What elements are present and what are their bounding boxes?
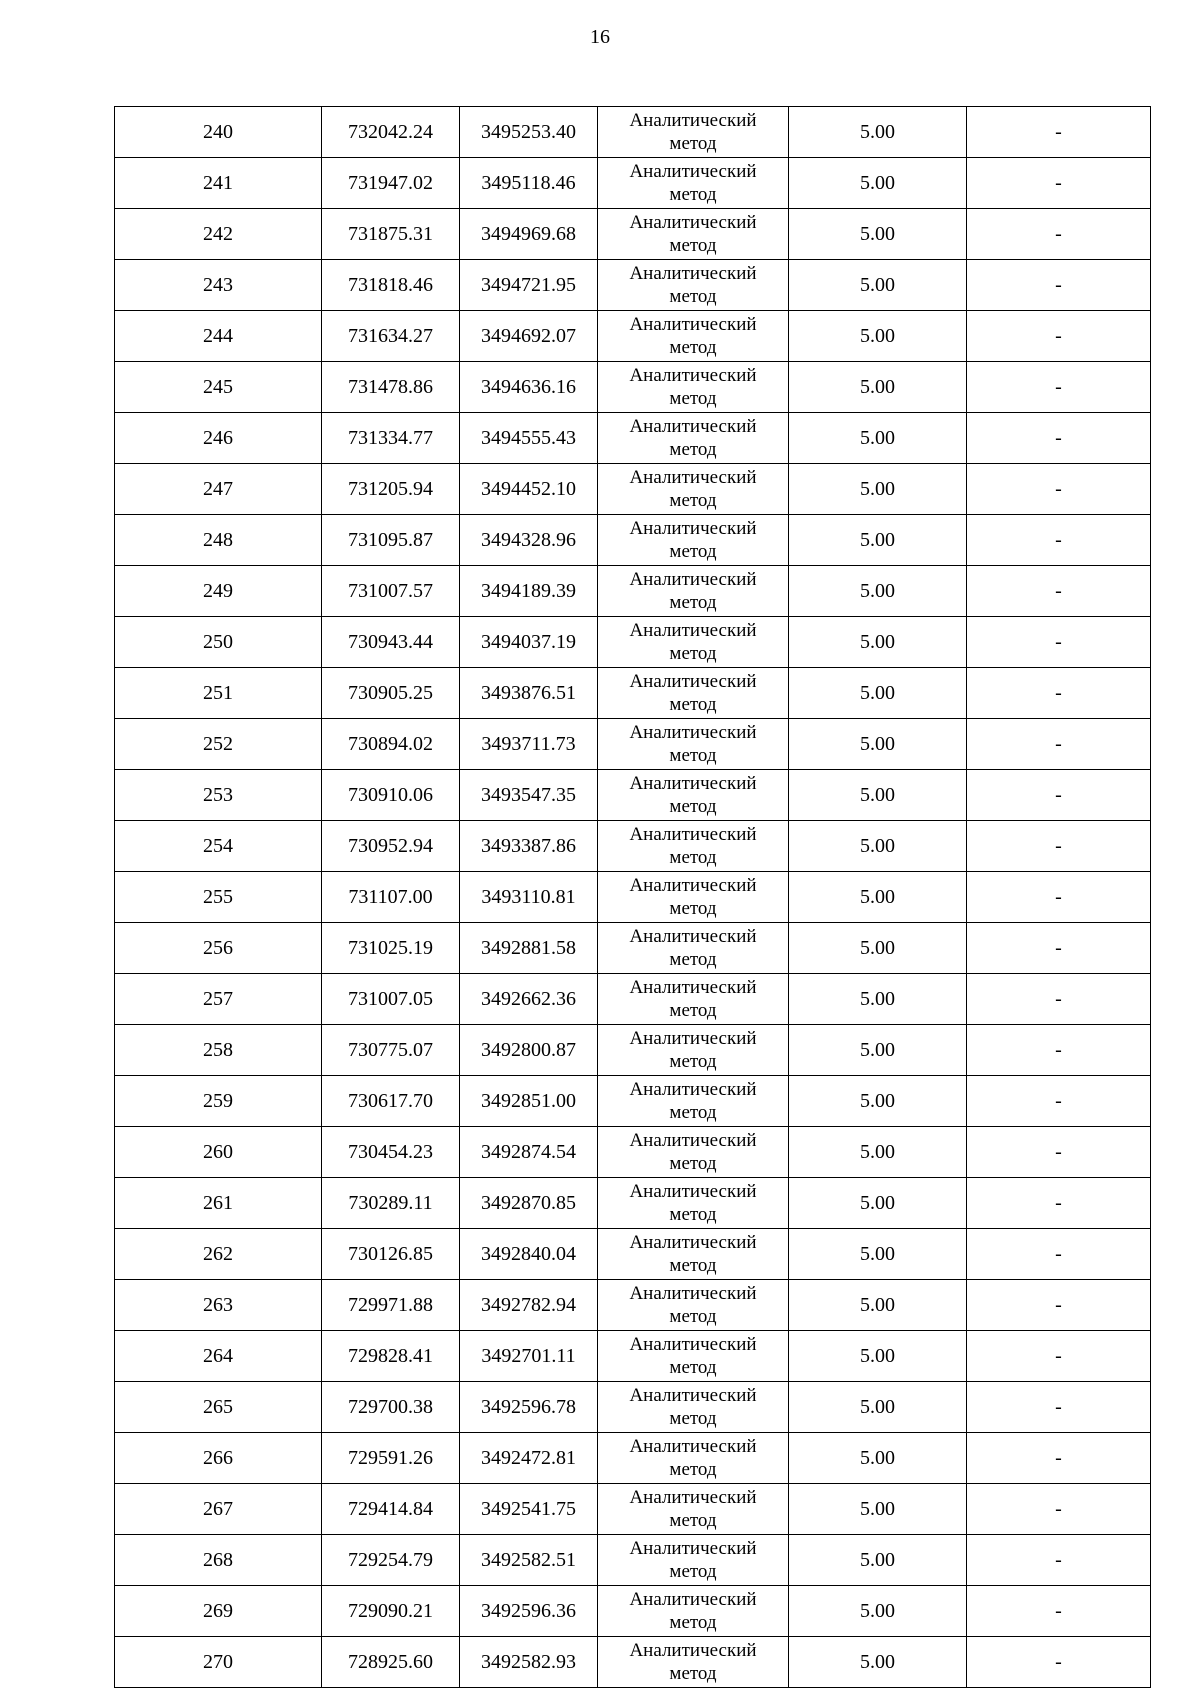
- method-line-2: метод: [669, 847, 717, 868]
- accuracy-cell: 5.00: [789, 413, 967, 464]
- table-row: [115, 974, 1151, 1025]
- x-coordinate-cell: 730617.70: [322, 1076, 460, 1127]
- accuracy-cell: 5.00: [789, 107, 967, 158]
- note-cell: -: [967, 107, 1151, 158]
- x-coordinate-cell: 731007.05: [322, 974, 460, 1025]
- y-coordinate-cell: 3495253.40: [460, 107, 598, 158]
- y-coordinate-cell: 3494452.10: [460, 464, 598, 515]
- note-cell: -: [967, 1637, 1151, 1688]
- method-cell: [598, 464, 789, 515]
- point-number-cell: 241: [115, 158, 322, 209]
- x-coordinate-cell: 730943.44: [322, 617, 460, 668]
- x-coordinate-cell: 730952.94: [322, 821, 460, 872]
- method-line-2: метод: [669, 388, 717, 409]
- method-line-2: метод: [669, 1102, 717, 1123]
- note-cell: -: [967, 1076, 1151, 1127]
- point-number-cell: 260: [115, 1127, 322, 1178]
- accuracy-cell: 5.00: [789, 158, 967, 209]
- method-cell: [598, 413, 789, 464]
- method-line-2: метод: [669, 133, 717, 154]
- y-coordinate-cell: 3492782.94: [460, 1280, 598, 1331]
- accuracy-cell: 5.00: [789, 311, 967, 362]
- method-cell: [598, 311, 789, 362]
- method-cell: [598, 209, 789, 260]
- method-cell: [598, 515, 789, 566]
- method-cell: [598, 1127, 789, 1178]
- note-cell: -: [967, 566, 1151, 617]
- method-line-1: Аналитический: [629, 263, 757, 284]
- accuracy-cell: 5.00: [789, 617, 967, 668]
- accuracy-cell: 5.00: [789, 1229, 967, 1280]
- note-cell: -: [967, 362, 1151, 413]
- table-row: [115, 311, 1151, 362]
- method-cell: [598, 1484, 789, 1535]
- method-line-2: метод: [669, 1408, 717, 1429]
- table-row: [115, 1280, 1151, 1331]
- note-cell: -: [967, 974, 1151, 1025]
- table-row: [115, 515, 1151, 566]
- method-line-2: метод: [669, 1204, 717, 1225]
- method-line-1: Аналитический: [629, 569, 757, 590]
- method-cell: [598, 1586, 789, 1637]
- table-row: [115, 413, 1151, 464]
- method-line-1: Аналитический: [629, 1232, 757, 1253]
- note-cell: -: [967, 1484, 1151, 1535]
- accuracy-cell: 5.00: [789, 872, 967, 923]
- method-line-1: Аналитический: [629, 1640, 757, 1661]
- y-coordinate-cell: 3492881.58: [460, 923, 598, 974]
- method-line-2: метод: [669, 796, 717, 817]
- method-line-2: метод: [669, 1663, 717, 1684]
- note-cell: -: [967, 719, 1151, 770]
- accuracy-cell: 5.00: [789, 770, 967, 821]
- accuracy-cell: 5.00: [789, 1382, 967, 1433]
- accuracy-cell: 5.00: [789, 719, 967, 770]
- y-coordinate-cell: 3492701.11: [460, 1331, 598, 1382]
- method-line-2: метод: [669, 1051, 717, 1072]
- note-cell: -: [967, 413, 1151, 464]
- y-coordinate-cell: 3494692.07: [460, 311, 598, 362]
- point-number-cell: 257: [115, 974, 322, 1025]
- point-number-cell: 262: [115, 1229, 322, 1280]
- method-line-1: Аналитический: [629, 1130, 757, 1151]
- accuracy-cell: 5.00: [789, 260, 967, 311]
- point-number-cell: 247: [115, 464, 322, 515]
- y-coordinate-cell: 3492662.36: [460, 974, 598, 1025]
- y-coordinate-cell: 3494037.19: [460, 617, 598, 668]
- method-line-1: Аналитический: [629, 1385, 757, 1406]
- method-cell: [598, 260, 789, 311]
- point-number-cell: 243: [115, 260, 322, 311]
- method-line-2: метод: [669, 643, 717, 664]
- y-coordinate-cell: 3493387.86: [460, 821, 598, 872]
- method-cell: [598, 1229, 789, 1280]
- x-coordinate-cell: 730905.25: [322, 668, 460, 719]
- accuracy-cell: 5.00: [789, 1331, 967, 1382]
- y-coordinate-cell: 3492800.87: [460, 1025, 598, 1076]
- y-coordinate-cell: 3492582.51: [460, 1535, 598, 1586]
- table-row: [115, 1535, 1151, 1586]
- page-number: 16: [590, 26, 610, 48]
- table-row: [115, 158, 1151, 209]
- method-line-1: Аналитический: [629, 1589, 757, 1610]
- x-coordinate-cell: 730454.23: [322, 1127, 460, 1178]
- method-line-1: Аналитический: [629, 314, 757, 335]
- point-number-cell: 249: [115, 566, 322, 617]
- table-row: [115, 923, 1151, 974]
- x-coordinate-cell: 730126.85: [322, 1229, 460, 1280]
- method-line-2: метод: [669, 694, 717, 715]
- point-number-cell: 254: [115, 821, 322, 872]
- x-coordinate-cell: 731107.00: [322, 872, 460, 923]
- method-line-2: метод: [669, 898, 717, 919]
- point-number-cell: 264: [115, 1331, 322, 1382]
- y-coordinate-cell: 3495118.46: [460, 158, 598, 209]
- method-line-2: метод: [669, 1255, 717, 1276]
- method-cell: [598, 668, 789, 719]
- accuracy-cell: 5.00: [789, 923, 967, 974]
- method-cell: [598, 821, 789, 872]
- accuracy-cell: 5.00: [789, 1433, 967, 1484]
- x-coordinate-cell: 729700.38: [322, 1382, 460, 1433]
- y-coordinate-cell: 3494636.16: [460, 362, 598, 413]
- x-coordinate-cell: 731818.46: [322, 260, 460, 311]
- note-cell: -: [967, 158, 1151, 209]
- y-coordinate-cell: 3492472.81: [460, 1433, 598, 1484]
- accuracy-cell: 5.00: [789, 1280, 967, 1331]
- method-line-2: метод: [669, 1000, 717, 1021]
- method-line-2: метод: [669, 1612, 717, 1633]
- method-line-1: Аналитический: [629, 212, 757, 233]
- note-cell: -: [967, 872, 1151, 923]
- point-number-cell: 258: [115, 1025, 322, 1076]
- y-coordinate-cell: 3492596.78: [460, 1382, 598, 1433]
- accuracy-cell: 5.00: [789, 1484, 967, 1535]
- y-coordinate-cell: 3493547.35: [460, 770, 598, 821]
- table-row: [115, 770, 1151, 821]
- table-row: [115, 566, 1151, 617]
- accuracy-cell: 5.00: [789, 1586, 967, 1637]
- note-cell: -: [967, 1331, 1151, 1382]
- note-cell: -: [967, 1127, 1151, 1178]
- point-number-cell: 255: [115, 872, 322, 923]
- x-coordinate-cell: 731875.31: [322, 209, 460, 260]
- method-line-2: метод: [669, 1459, 717, 1480]
- method-line-1: Аналитический: [629, 365, 757, 386]
- table-row: [115, 821, 1151, 872]
- note-cell: -: [967, 1382, 1151, 1433]
- accuracy-cell: 5.00: [789, 1076, 967, 1127]
- table-row: [115, 872, 1151, 923]
- point-number-cell: 245: [115, 362, 322, 413]
- y-coordinate-cell: 3494328.96: [460, 515, 598, 566]
- point-number-cell: 248: [115, 515, 322, 566]
- note-cell: -: [967, 1178, 1151, 1229]
- method-line-2: метод: [669, 1510, 717, 1531]
- method-line-1: Аналитический: [629, 824, 757, 845]
- method-line-1: Аналитический: [629, 671, 757, 692]
- y-coordinate-cell: 3494189.39: [460, 566, 598, 617]
- x-coordinate-cell: 730775.07: [322, 1025, 460, 1076]
- method-cell: [598, 872, 789, 923]
- method-line-1: Аналитический: [629, 467, 757, 488]
- method-cell: [598, 1637, 789, 1688]
- method-line-1: Аналитический: [629, 875, 757, 896]
- accuracy-cell: 5.00: [789, 821, 967, 872]
- point-number-cell: 259: [115, 1076, 322, 1127]
- point-number-cell: 267: [115, 1484, 322, 1535]
- table-row: [115, 668, 1151, 719]
- method-line-1: Аналитический: [629, 110, 757, 131]
- y-coordinate-cell: 3493711.73: [460, 719, 598, 770]
- method-line-2: метод: [669, 1561, 717, 1582]
- accuracy-cell: 5.00: [789, 1127, 967, 1178]
- x-coordinate-cell: 732042.24: [322, 107, 460, 158]
- method-line-1: Аналитический: [629, 1487, 757, 1508]
- x-coordinate-cell: 731947.02: [322, 158, 460, 209]
- method-line-2: метод: [669, 184, 717, 205]
- table-row: [115, 107, 1151, 158]
- y-coordinate-cell: 3492582.93: [460, 1637, 598, 1688]
- y-coordinate-cell: 3492840.04: [460, 1229, 598, 1280]
- y-coordinate-cell: 3492874.54: [460, 1127, 598, 1178]
- note-cell: -: [967, 260, 1151, 311]
- accuracy-cell: 5.00: [789, 362, 967, 413]
- y-coordinate-cell: 3492596.36: [460, 1586, 598, 1637]
- method-line-2: метод: [669, 286, 717, 307]
- point-number-cell: 269: [115, 1586, 322, 1637]
- method-line-2: метод: [669, 337, 717, 358]
- method-line-1: Аналитический: [629, 977, 757, 998]
- y-coordinate-cell: 3494555.43: [460, 413, 598, 464]
- x-coordinate-cell: 730910.06: [322, 770, 460, 821]
- note-cell: -: [967, 770, 1151, 821]
- table-row: [115, 1331, 1151, 1382]
- method-line-2: метод: [669, 490, 717, 511]
- point-number-cell: 246: [115, 413, 322, 464]
- x-coordinate-cell: 728925.60: [322, 1637, 460, 1688]
- x-coordinate-cell: 731634.27: [322, 311, 460, 362]
- x-coordinate-cell: 729591.26: [322, 1433, 460, 1484]
- point-number-cell: 268: [115, 1535, 322, 1586]
- table-row: [115, 464, 1151, 515]
- note-cell: -: [967, 464, 1151, 515]
- method-line-1: Аналитический: [629, 1283, 757, 1304]
- method-line-2: метод: [669, 1357, 717, 1378]
- point-number-cell: 242: [115, 209, 322, 260]
- method-line-1: Аналитический: [629, 1334, 757, 1355]
- table-row: [115, 719, 1151, 770]
- x-coordinate-cell: 729254.79: [322, 1535, 460, 1586]
- x-coordinate-cell: 729414.84: [322, 1484, 460, 1535]
- method-line-1: Аналитический: [629, 161, 757, 182]
- method-line-1: Аналитический: [629, 722, 757, 743]
- note-cell: -: [967, 1280, 1151, 1331]
- point-number-cell: 270: [115, 1637, 322, 1688]
- method-cell: [598, 566, 789, 617]
- accuracy-cell: 5.00: [789, 974, 967, 1025]
- method-cell: [598, 1280, 789, 1331]
- note-cell: -: [967, 923, 1151, 974]
- method-line-1: Аналитический: [629, 620, 757, 641]
- point-number-cell: 244: [115, 311, 322, 362]
- table-row: [115, 1637, 1151, 1688]
- x-coordinate-cell: 731334.77: [322, 413, 460, 464]
- point-number-cell: 240: [115, 107, 322, 158]
- method-line-1: Аналитический: [629, 1538, 757, 1559]
- method-cell: [598, 1382, 789, 1433]
- x-coordinate-cell: 729090.21: [322, 1586, 460, 1637]
- coordinates-table: [114, 106, 1151, 1688]
- x-coordinate-cell: 729828.41: [322, 1331, 460, 1382]
- method-line-1: Аналитический: [629, 1181, 757, 1202]
- note-cell: -: [967, 1586, 1151, 1637]
- method-cell: [598, 974, 789, 1025]
- method-cell: [598, 719, 789, 770]
- method-cell: [598, 1331, 789, 1382]
- coordinates-table-body: [115, 107, 1151, 1688]
- method-line-1: Аналитический: [629, 416, 757, 437]
- method-cell: [598, 1433, 789, 1484]
- x-coordinate-cell: 731025.19: [322, 923, 460, 974]
- method-line-1: Аналитический: [629, 518, 757, 539]
- accuracy-cell: 5.00: [789, 1178, 967, 1229]
- y-coordinate-cell: 3494721.95: [460, 260, 598, 311]
- y-coordinate-cell: 3492541.75: [460, 1484, 598, 1535]
- method-line-1: Аналитический: [629, 773, 757, 794]
- method-cell: [598, 617, 789, 668]
- method-cell: [598, 362, 789, 413]
- accuracy-cell: 5.00: [789, 566, 967, 617]
- table-row: [115, 1382, 1151, 1433]
- point-number-cell: 250: [115, 617, 322, 668]
- x-coordinate-cell: 731205.94: [322, 464, 460, 515]
- accuracy-cell: 5.00: [789, 1535, 967, 1586]
- method-cell: [598, 923, 789, 974]
- note-cell: -: [967, 515, 1151, 566]
- method-cell: [598, 1535, 789, 1586]
- note-cell: -: [967, 617, 1151, 668]
- y-coordinate-cell: 3494969.68: [460, 209, 598, 260]
- note-cell: -: [967, 821, 1151, 872]
- accuracy-cell: 5.00: [789, 668, 967, 719]
- table-row: [115, 1127, 1151, 1178]
- note-cell: -: [967, 1535, 1151, 1586]
- note-cell: -: [967, 668, 1151, 719]
- method-line-1: Аналитический: [629, 1028, 757, 1049]
- y-coordinate-cell: 3493110.81: [460, 872, 598, 923]
- method-line-2: метод: [669, 1153, 717, 1174]
- table-row: [115, 1076, 1151, 1127]
- point-number-cell: 256: [115, 923, 322, 974]
- method-line-2: метод: [669, 235, 717, 256]
- table-row: [115, 209, 1151, 260]
- table-row: [115, 1586, 1151, 1637]
- accuracy-cell: 5.00: [789, 1025, 967, 1076]
- note-cell: -: [967, 1229, 1151, 1280]
- accuracy-cell: 5.00: [789, 1637, 967, 1688]
- point-number-cell: 261: [115, 1178, 322, 1229]
- method-line-2: метод: [669, 1306, 717, 1327]
- table-row: [115, 1484, 1151, 1535]
- method-line-1: Аналитический: [629, 1436, 757, 1457]
- accuracy-cell: 5.00: [789, 209, 967, 260]
- method-line-2: метод: [669, 592, 717, 613]
- x-coordinate-cell: 731095.87: [322, 515, 460, 566]
- method-line-1: Аналитический: [629, 926, 757, 947]
- x-coordinate-cell: 729971.88: [322, 1280, 460, 1331]
- table-row: [115, 1229, 1151, 1280]
- table-row: [115, 1433, 1151, 1484]
- y-coordinate-cell: 3492870.85: [460, 1178, 598, 1229]
- accuracy-cell: 5.00: [789, 515, 967, 566]
- x-coordinate-cell: 731007.57: [322, 566, 460, 617]
- table-row: [115, 362, 1151, 413]
- method-line-2: метод: [669, 949, 717, 970]
- x-coordinate-cell: 730894.02: [322, 719, 460, 770]
- point-number-cell: 263: [115, 1280, 322, 1331]
- method-cell: [598, 107, 789, 158]
- method-cell: [598, 158, 789, 209]
- note-cell: -: [967, 1025, 1151, 1076]
- point-number-cell: 252: [115, 719, 322, 770]
- x-coordinate-cell: 731478.86: [322, 362, 460, 413]
- method-cell: [598, 1178, 789, 1229]
- table-row: [115, 1178, 1151, 1229]
- method-line-2: метод: [669, 541, 717, 562]
- method-line-1: Аналитический: [629, 1079, 757, 1100]
- table-row: [115, 260, 1151, 311]
- method-cell: [598, 770, 789, 821]
- x-coordinate-cell: 730289.11: [322, 1178, 460, 1229]
- y-coordinate-cell: 3493876.51: [460, 668, 598, 719]
- note-cell: -: [967, 209, 1151, 260]
- table-row: [115, 617, 1151, 668]
- point-number-cell: 253: [115, 770, 322, 821]
- note-cell: -: [967, 311, 1151, 362]
- point-number-cell: 251: [115, 668, 322, 719]
- point-number-cell: 266: [115, 1433, 322, 1484]
- note-cell: -: [967, 1433, 1151, 1484]
- method-cell: [598, 1076, 789, 1127]
- y-coordinate-cell: 3492851.00: [460, 1076, 598, 1127]
- point-number-cell: 265: [115, 1382, 322, 1433]
- method-cell: [598, 1025, 789, 1076]
- accuracy-cell: 5.00: [789, 464, 967, 515]
- method-line-2: метод: [669, 745, 717, 766]
- method-line-2: метод: [669, 439, 717, 460]
- table-row: [115, 1025, 1151, 1076]
